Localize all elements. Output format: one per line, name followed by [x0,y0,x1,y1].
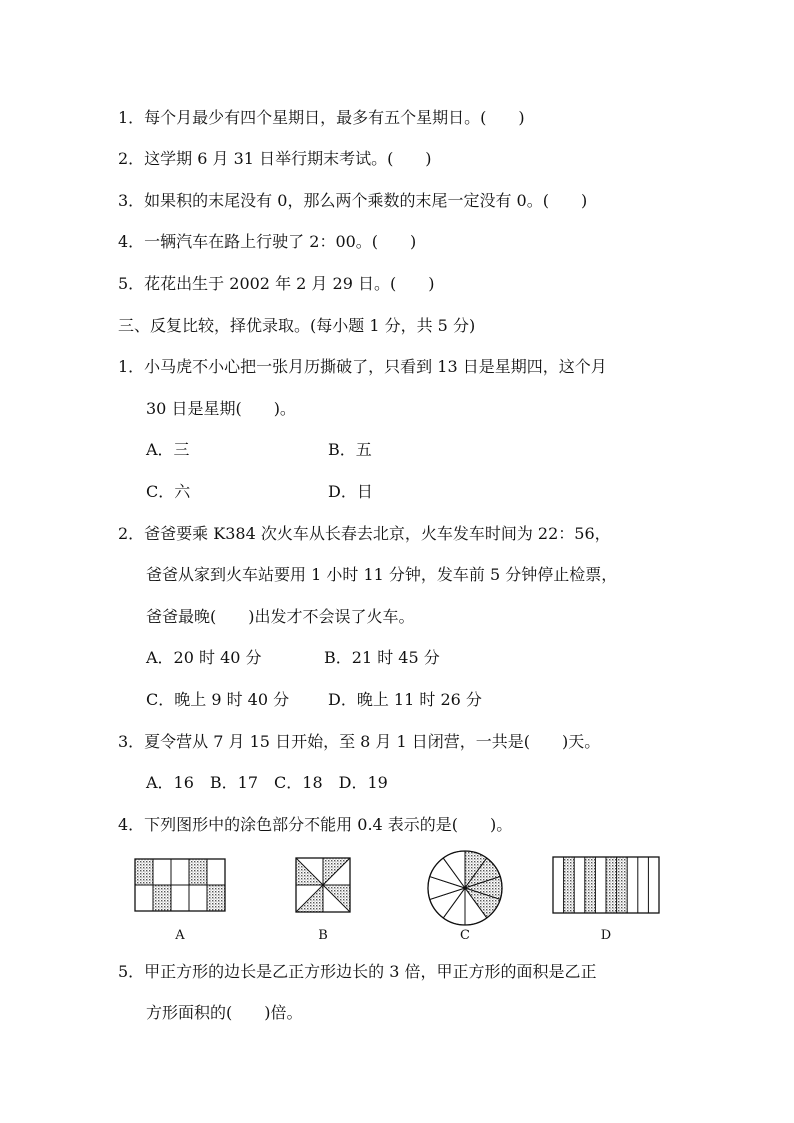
question-5-line-1: 5．甲正方形的边长是乙正方形边长的 3 倍，甲正方形的面积是乙正 [118,962,597,981]
figure-b-label: B [318,928,328,943]
question-2-line-2: 爸爸从家到火车站要用 1 小时 11 分钟，发车前 5 分钟停止检票， [146,565,618,584]
question-1-option-b: B．五 [328,440,372,459]
question-2-option-a: A．20 时 40 分 [146,648,262,667]
question-1-line-2: 30 日是星期( )。 [146,399,296,418]
question-2-option-b: B．21 时 45 分 [324,648,440,667]
judge-item-4: 4．一辆汽车在路上行驶了 2：00。( ) [118,232,417,251]
question-3-line-1: 3．夏令营从 7 月 15 日开始，至 8 月 1 日闭营，一共是( )天。 [118,732,601,751]
shaded-cell [189,859,207,885]
shaded-cell [135,859,153,885]
figure-d-label: D [600,928,612,943]
figure-a-grid [134,858,226,912]
judge-item-2: 2．这学期 6 月 31 日举行期末考试。( ) [118,149,432,168]
question-1-option-d: D．日 [328,482,373,501]
question-2-line-3: 爸爸最晚( )出发才不会误了火车。 [146,607,415,626]
judge-item-3: 3．如果积的末尾没有 0，那么两个乘数的末尾一定没有 0。( ) [118,191,588,210]
shaded-cell [207,885,225,911]
question-5-line-2: 方形面积的( )倍。 [146,1003,303,1022]
judge-item-1: 1．每个月最少有四个星期日，最多有五个星期日。( ) [118,108,525,127]
question-1-line-1: 1．小马虎不小心把一张月历撕破了，只看到 13 日是星期四，这个月 [118,357,607,376]
figure-b-square [295,857,351,913]
question-2-option-d: D．晚上 11 时 26 分 [328,690,482,709]
figure-a-label: A [175,928,185,943]
question-4-line-1: 4．下列图形中的涂色部分不能用 0.4 表示的是( )。 [118,815,513,834]
shaded-strip [606,857,617,913]
question-3-options: A．16 B．17 C．18 D．19 [146,773,388,792]
shaded-strip [564,857,575,913]
question-2-line-1: 2．爸爸要乘 K384 次火车从长春去北京，火车发车时间为 22：56， [118,524,611,543]
section-3-heading: 三、反复比较，择优录取。(每小题 1 分，共 5 分) [118,316,476,335]
figure-c-label: C [460,928,470,943]
shaded-strip [617,857,628,913]
figure-d-strips [552,856,660,914]
shaded-strip [585,857,596,913]
figure-c-circle [426,849,504,927]
shaded-cell [153,885,171,911]
question-1-option-a: A．三 [146,440,190,459]
question-2-option-c: C．晚上 9 时 40 分 [146,690,290,709]
question-1-option-c: C．六 [146,482,191,501]
judge-item-5: 5．花花出生于 2002 年 2 月 29 日。( ) [118,274,435,293]
